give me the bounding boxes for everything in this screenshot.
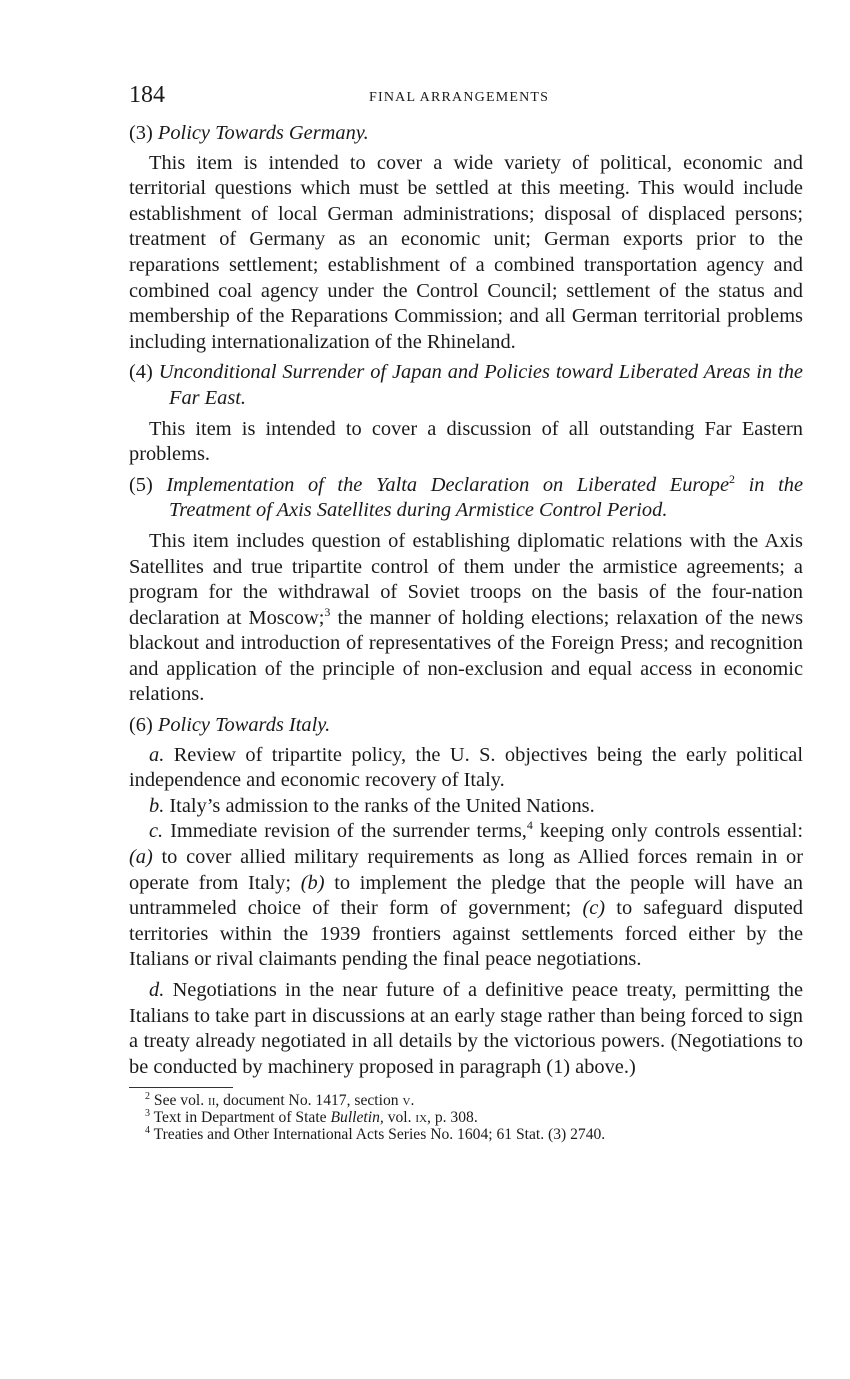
section-6-heading: (6) Policy Towards Italy. (129, 714, 331, 737)
section-4-heading: (4) Unconditional Surrender of Japan and Policies toward Liberated Areas in the Far East. (129, 361, 803, 409)
running-title: FINAL ARRANGEMENTS (369, 90, 550, 105)
page-header (129, 82, 803, 116)
footnote-4: $^4$ Treaties and Other International Acts Series No. 1604; 61 Stat. (3) 2740. (145, 1125, 606, 1144)
item-d: d. Negotiations in the near future of a definitive peace treaty, permitting the Italians to take part in discussions at an early stage rather than being forced to sign a treaty already negotiated in all details by the victorious powers. (Negotiations to be conducted by machinery proposed in paragraph (1) above.) (129, 979, 803, 1078)
footnote-ref-3: 3 (324, 604, 331, 619)
page-number: 184 (129, 82, 165, 108)
footnote-2: $^2$ See vol. ii, document No. 1417, section v. (145, 1091, 415, 1110)
footnote-ref-4: 4 (526, 818, 533, 833)
section-3-heading: (3) Policy Towards Germany. (129, 122, 369, 144)
document-page (129, 82, 803, 1143)
footnote-ref-2: 2 (729, 471, 736, 486)
section-5-body: This item includes question of establishing diplomatic relations with the Axis Satellites and true tripartite control of them under the armistice agreements; a program for the withdrawal of Soviet troops on the basis of the four-nation declaration at Moscow;$^3$ the manner of holding elections; relaxation of the news blackout and introduction of representatives of the Foreign Press; and recognition and application of the principle of non-exclusion and equal access in economic relations. (129, 529, 803, 706)
section-4-body: This item is intended to cover a discussion of all outstanding Far Eastern problems. (129, 417, 803, 466)
footnotes (129, 1087, 803, 1143)
body-text (129, 121, 803, 1080)
item-b: b. Italy’s admission to the ranks of the United Nations. (149, 794, 595, 817)
footnote-divider (129, 1087, 233, 1088)
item-c: c. Immediate revision of the surrender terms,$^4$ keeping only controls essential: (a) to cover allied military requirements as long as Allied forces remain in or operate from Italy; (b) to implement the pledge that the people will have an untrammeled choice of their form of government; (c) to safeguard disputed territories within the 1939 frontiers against settlements forced either by the Italians or rival claimants pending the final peace negotiations. (129, 818, 803, 971)
item-a: a. Review of tripartite policy, the U. S. objectives being the early political independence and economic recovery of Italy. (129, 743, 803, 792)
footnote-3: $^3$ Text in Department of State Bulletin, vol. ix, p. 308. (145, 1108, 478, 1127)
section-3-body: This item is intended to cover a wide variety of political, economic and territorial questions which must be settled at this meeting. This would include establishment of local German administrations; disposal of displaced persons; treatment of Germany as an economic unit; German exports prior to the reparations settlement; establishment of a combined transportation agency and combined coal agency under the Control Council; settlement of the status and membership of the Reparations Commission; and all German territorial problems including internationalization of the Rhineland. (129, 151, 803, 353)
section-5-heading: (5) Implementation of the Yalta Declaration on Liberated Europe$^2$ in the Treatment of Axis Satellites during Armistice Control Period. (129, 471, 803, 522)
